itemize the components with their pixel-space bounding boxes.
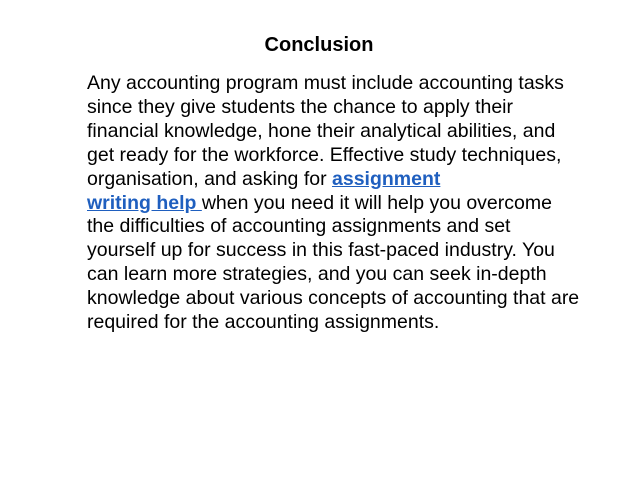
slide-title: Conclusion (264, 34, 374, 56)
link-text-line2: writing help (87, 191, 202, 214)
conclusion-paragraph (87, 72, 582, 335)
paragraph-text-before-link: Any accounting program must include accounting tasks since they give students the chance to apply their financial knowledge, hone their analytical abilities, and get ready for the workforce. Effective study techniques, organisation, and asking for (87, 72, 564, 190)
paragraph-text-after-link: when you need it will help you overcome the difficulties of accounting assignments and set yourself up for success in this fast-paced industry. You can learn more strategies, and you can seek in-depth knowledge about various concepts of accounting that are required for the accounting assignments. (87, 191, 580, 334)
link-text-line1: assignment (332, 167, 441, 190)
